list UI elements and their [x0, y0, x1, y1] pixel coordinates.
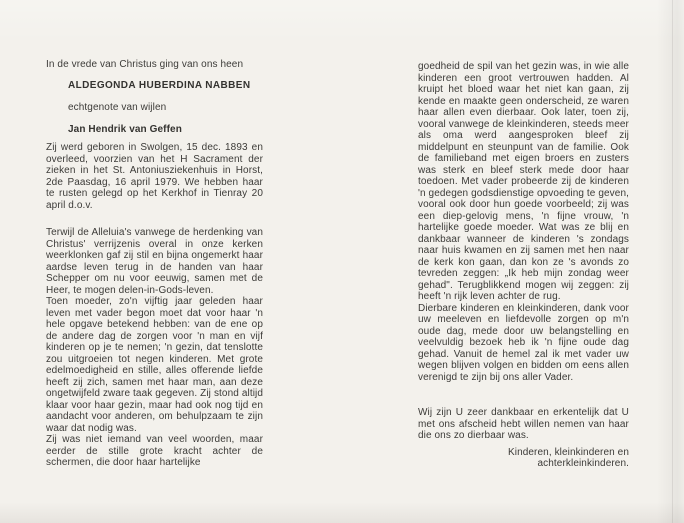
farewell-paragraph: Dierbare kinderen en kleinkinderen, dank voor uw meeleven en liefdevolle zorgen op m'n oude dag, mede door uw belangstelling en veelvuldig bezoek heb ik 'n fijne oude dag gehad. Vanuit de hemel zal ik met vader uw wegen blijven volgen en bidden om eens allen verenigd te zijn bij ons aller Vader. [418, 302, 629, 383]
eulogy-paragraph: Zij was niet iemand van veel woorden, maar eerder de stille grote kracht achter de schermen, die door haar hartelijke [46, 434, 263, 468]
eulogy-paragraph: Terwijl de Alleluia's vanwege de herdenking van Christus' verrijzenis overal in onze kerken weerklonken gaf zij stil en bijna ongemerkt haar aardse leven terug in de handen van haar Schepper om nu voor eeuwig, samen met de Heer, te mogen delen-in-Gods-leven. [46, 227, 263, 296]
deceased-name: ALDEGONDA HUBERDINA NABBEN [68, 79, 251, 91]
thanks-paragraph: Wij zijn U zeer dankbaar en erkentelijk dat U met ons afscheid hebt willen nemen van haar die ons zo dierbaar was. [418, 407, 629, 441]
signature-line: Kinderen, kleinkinderen en [507, 446, 629, 458]
left-page [46, 59, 263, 469]
biography-paragraph: Zij werd geboren in Swolgen, 15 dec. 1893 en overleed, voorzien van het H Sacrament der zieken in het St. Antoniusziekenhuis in Horst, 2de Paasdag, 16 april 1979. We hebben haar te rusten gelegd op het Kerkhof in Tienray 20 april d.o.v. [46, 142, 263, 211]
signature [418, 447, 629, 470]
eulogy-paragraph: Toen moeder, zo'n vijftig jaar geleden haar leven met vader begon moet dat voor haar 'n hele opgave betekend hebben: van de ene op de andere dag de zorgen voor 'n man en vijf kinderen op je te nemen; 'n gezin, dat tenslotte zou uitgroeien tot negen kinderen. Met grote edelmoedigheid en stille, alles offerende liefde heeft zij zich, samen met haar man, aan deze ongetwijfeld zware taak gegeven. Zij stond altijd klaar voor haar gezin, maar had ook nog tijd en aandacht voor anderen, om behulpzaam te zijn waar dat nodig was. [46, 296, 263, 434]
relation-text: echtgenote van wijlen [68, 102, 167, 113]
eulogy-paragraph-continued: goedheid de spil van het gezin was, in wie alle kinderen een groot vertrouwen hadden. Al kruipt het bloed waar het niet kan gaan, zij kende en maakte geen onderscheid, ze waren haar allen even dierbaar. Ook later, toen zij, vooral vanwege de kleinkinderen, steeds meer als oma werd aangesproken bleef zij middelpunt en steunpunt van de familie. Ook de familieband met eigen broers en zusters was sterk en bleef sterk mede door haar toedoen. Met vader probeerde zij de kinderen 'n gedegen godsdienstige opvoeding te geven, vooral ook door hun goede voorbeeld; zij was een diep-gelovig mens, 'n fijne vrouw, 'n hartelijke goede moeder. Wat was ze blij en dankbaar wanneer de kinderen 's zondags naar huis kwamen en zij samen met hen naar de kerk kon gaan, dan kon ze 's avonds zo tevreden zeggen: „Ik heb mijn zondag weer gehad". Terugblikkend mogen wij zeggen: zij heeft 'n rijk leven achter de rug. [418, 61, 629, 302]
intro-text: In de vrede van Christus ging van ons heen [46, 59, 244, 70]
spouse-name: Jan Hendrik van Geffen [68, 123, 182, 135]
right-page [418, 61, 629, 470]
signature-line: achterkleinkinderen. [537, 458, 629, 469]
